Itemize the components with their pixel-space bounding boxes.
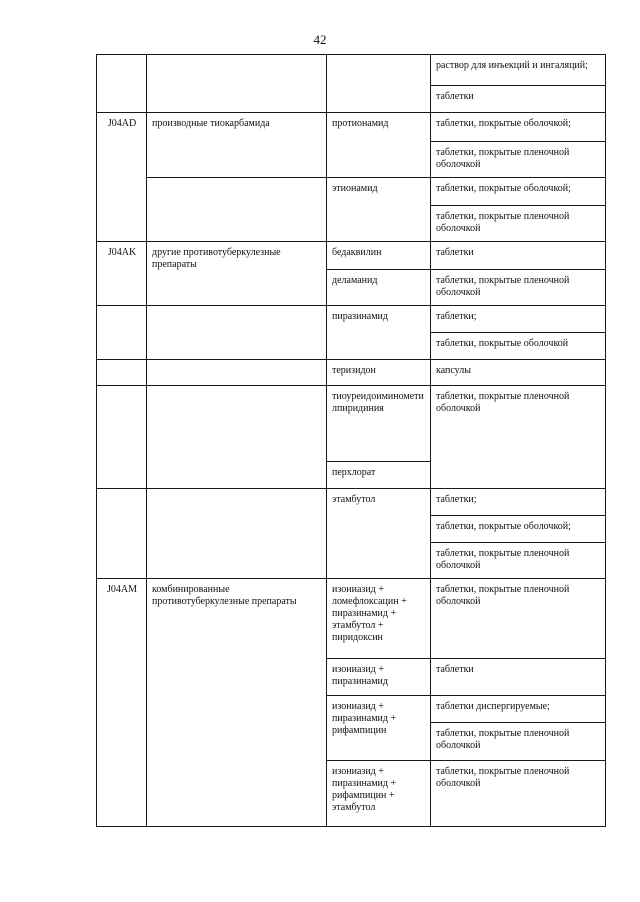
drug-cell: тиоуреидоиминометилпиридиния (327, 386, 431, 462)
dosage-form-cell: таблетки, покрытые оболочкой; (431, 516, 606, 543)
table-row (97, 113, 606, 142)
dosage-form-cell: таблетки, покрытые оболочкой; (431, 113, 606, 142)
group-cell (147, 178, 327, 242)
drug-cell: протионамид (327, 113, 431, 178)
dosage-form-cell: таблетки, покрытые оболочкой; (431, 178, 606, 206)
atc-code-cell (97, 386, 147, 489)
dosage-form-cell: таблетки, покрытые оболочкой (431, 333, 606, 360)
dosage-form-cell: таблетки; (431, 489, 606, 516)
dosage-form-cell: таблетки, покрытые пленочной оболочкой (431, 206, 606, 242)
drug-cell: деламанид (327, 270, 431, 306)
atc-code-cell: J04AD (97, 113, 147, 242)
group-cell: другие противотуберкулезные препараты (147, 242, 327, 306)
group-cell (147, 489, 327, 579)
dosage-form-cell: таблетки, покрытые пленочной оболочкой (431, 723, 606, 761)
atc-code-cell: J04AM (97, 579, 147, 827)
atc-code-cell (97, 55, 147, 113)
dosage-form-cell: таблетки диспергируемые; (431, 696, 606, 723)
drug-cell: изониазид + пиразинамид (327, 659, 431, 696)
group-cell (147, 360, 327, 386)
dosage-form-cell: капсулы (431, 360, 606, 386)
atc-code-cell (97, 489, 147, 579)
dosage-form-cell: таблетки (431, 242, 606, 270)
dosage-form-cell: таблетки, покрытые пленочной оболочкой (431, 579, 606, 659)
dosage-form-cell: таблетки, покрытые пленочной оболочкой (431, 270, 606, 306)
drug-cell: изониазид + пиразинамид + рифампицин (327, 696, 431, 761)
dosage-form-cell: таблетки (431, 86, 606, 113)
drug-cell: перхлорат (327, 462, 431, 489)
table-row (97, 306, 606, 333)
group-cell (147, 306, 327, 360)
table-row (97, 489, 606, 516)
dosage-form-cell: таблетки, покрытые пленочной оболочкой (431, 142, 606, 178)
group-cell (147, 55, 327, 113)
atc-code-cell (97, 306, 147, 360)
table-row (97, 579, 606, 659)
group-cell: производные тиокарбамида (147, 113, 327, 178)
atc-code-cell: J04AK (97, 242, 147, 306)
drug-cell (327, 55, 431, 113)
table-row (97, 242, 606, 270)
dosage-form-cell: таблетки, покрытые пленочной оболочкой (431, 543, 606, 579)
atc-code-cell (97, 360, 147, 386)
dosage-form-cell: таблетки (431, 659, 606, 696)
dosage-form-cell: таблетки; (431, 306, 606, 333)
drug-cell: изониазид + ломефлоксацин + пиразинамид + этамбутол + пиридоксин (327, 579, 431, 659)
table-row (97, 386, 606, 462)
table-row (97, 55, 606, 86)
group-cell: комбинированные противотуберкулезные препараты (147, 579, 327, 827)
drug-classification-table (96, 54, 606, 827)
drug-cell: теризидон (327, 360, 431, 386)
table-row (97, 360, 606, 386)
drug-cell: этамбутол (327, 489, 431, 579)
dosage-form-cell: раствор для инъекций и ингаляций; (431, 55, 606, 86)
group-cell (147, 386, 327, 489)
drug-cell: пиразинамид (327, 306, 431, 360)
drug-cell: этионамид (327, 178, 431, 242)
drug-cell: изониазид + пиразинамид + рифампицин + этамбутол (327, 761, 431, 827)
page-number: 42 (313, 32, 327, 47)
drug-cell: бедаквилин (327, 242, 431, 270)
dosage-form-cell: таблетки, покрытые пленочной оболочкой (431, 386, 606, 489)
dosage-form-cell: таблетки, покрытые пленочной оболочкой (431, 761, 606, 827)
table-row (97, 178, 606, 206)
